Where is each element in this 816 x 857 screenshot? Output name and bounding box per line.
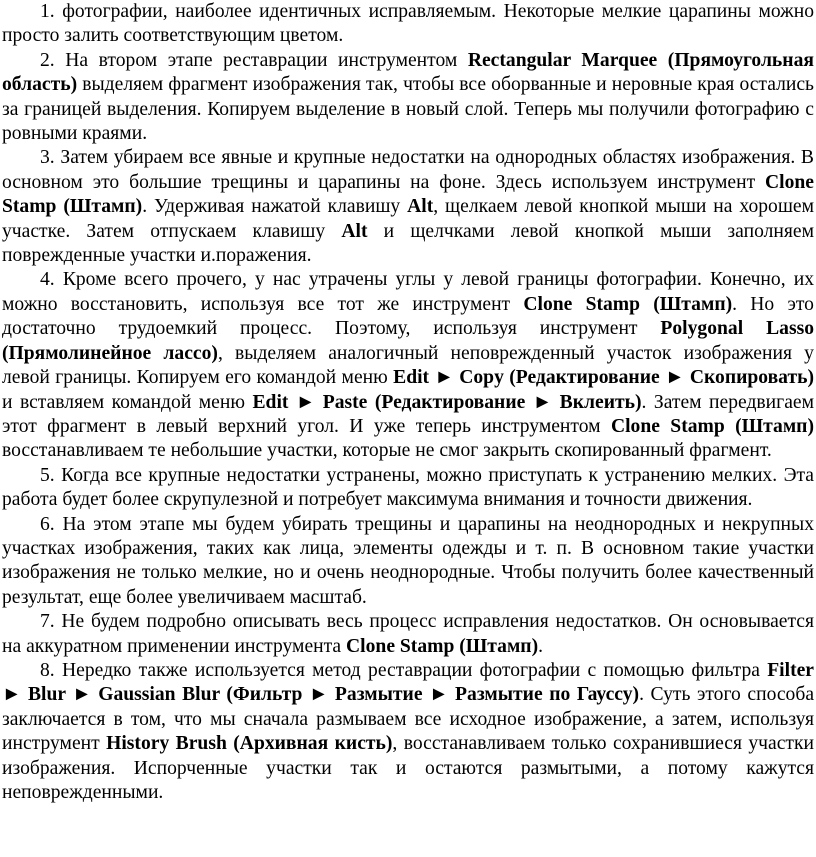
paragraph-text: . Но это достаточно трудоемкий процесс. Поэтому, используя инструмент [2,293,814,340]
paragraph-text: Кроме всего прочего, у нас утрачены углы у левой границы фотографии. Конечно, их можно восстановить, используя все тот же инструмент [2,269,814,315]
tool-name-history-brush: History Brush (Архивная кисть) [106,733,393,755]
paragraph-8 [2,659,814,805]
paragraph-text: и вставляем командой меню [2,391,253,413]
tool-name-clone-stamp: Clone Stamp (Штамп) [346,635,539,657]
paragraph-text: . Затем передвигаем этот фрагмент в левый верхний угол. И уже теперь инструментом [2,391,814,437]
paragraph-3 [2,146,814,268]
paragraph-number: 7. [40,611,55,633]
menu-command-edit-paste: Edit ► Paste (Редактирование ► Вклеить) [252,391,642,413]
key-name-alt: Alt [341,220,368,242]
paragraph-4 [2,268,814,463]
paragraph-1 [2,0,814,49]
tool-name-polygonal-lasso: Polygonal Lasso (Прямолинейное лассо) [2,318,814,364]
paragraph-text: . Удерживая нажатой клавишу [142,196,408,218]
paragraph-text: , щелкаем левой кнопкой мыши на хорошем участке. Затем отпускаем клавишу [2,196,815,242]
paragraph-6 [2,513,814,611]
paragraph-2 [2,49,814,147]
paragraph-text: , восстанавливаем только сохранившиеся участки изображения. Испорченные участки так и остаются размытыми, а потому кажутся неповрежденными. [2,733,815,803]
paragraph-text: восстанавливаем те небольшие участки, которые не смог закрыть скопированный фрагмент. [2,440,772,462]
paragraph-number: 3. [40,147,55,169]
paragraph-number: 6. [40,513,55,535]
paragraph-5 [2,464,814,513]
paragraph-text: фотографии, наиболее идентичных исправляемым. Некоторые мелкие царапины можно просто залить соответствующим цветом. [2,1,814,47]
paragraph-7 [2,610,814,659]
menu-command-edit-copy: Edit ► Copy (Редактирование ► Скопировать) [393,367,814,389]
paragraph-text: , выделяем аналогичный неповрежденный участок изображения у левой границы. Копируем его командой меню [2,342,814,389]
menu-command-gaussian-blur: Filter ► Blur ► Gaussian Blur (Фильтр ► Размытие ► Размытие по Гауссу) [2,659,814,706]
document-body [2,0,814,805]
paragraph-number: 1. [40,1,55,22]
paragraph-number: 5. [40,464,55,486]
paragraph-number: 4. [40,269,55,291]
tool-name-clone-stamp: Clone Stamp (Штамп) [523,293,733,315]
key-name-alt: Alt [407,196,434,218]
paragraph-text: Затем убираем все явные и крупные недостатки на однородных областях изображения. В основном это большие трещины и царапины на фоне. Здесь используем инструмент [2,147,815,193]
tool-name-clone-stamp: Clone Stamp (Штамп) [2,171,814,218]
paragraph-text: На этом этапе мы будем убирать трещины и царапины на неоднородных и некрупных участках изображения, таких как лица, элементы одежды и т. п. В основном такие участки изображения не только мелкие, но и очень неоднородные. Чтобы получить более качественный результат, еще более увеличиваем масштаб. [2,513,815,608]
tool-name-clone-stamp: Clone Stamp (Штамп) [610,415,814,437]
paragraph-text: . [538,635,544,657]
paragraph-text: выделяем фрагмент изображения так, чтобы все оборванные и неровные края остались за границей выделения. Копируем выделение в новый слой. Теперь мы получили фотографию с ровными краями. [2,74,814,145]
paragraph-text: Когда все крупные недостатки устранены, можно приступать к устранению мелких. Эта работа будет более скрупулезной и потребует максимума внимания и точности движения. [2,464,814,511]
paragraph-number: 2. [40,49,55,71]
paragraph-text: На втором этапе реставрации инструментом [65,49,468,71]
paragraph-text: . Суть этого способа заключается в том, что мы сначала размываем все исходное изображение, а затем, используя инструмент [2,684,815,755]
paragraph-number: 8. [40,659,55,681]
paragraph-text: Нередко также используется метод реставрации фотографии с помощью фильтра [61,659,768,681]
paragraph-text: и щелчками левой кнопкой мыши заполняем поврежденные участки и.поражения. [2,220,814,267]
paragraph-text: Не будем подробно описывать весь процесс исправления недостатков. Он основывается на аккуратном применении инструмента [2,611,814,657]
tool-name-rectangular-marquee: Rectangular Marquee (Прямоугольная область) [2,49,814,96]
